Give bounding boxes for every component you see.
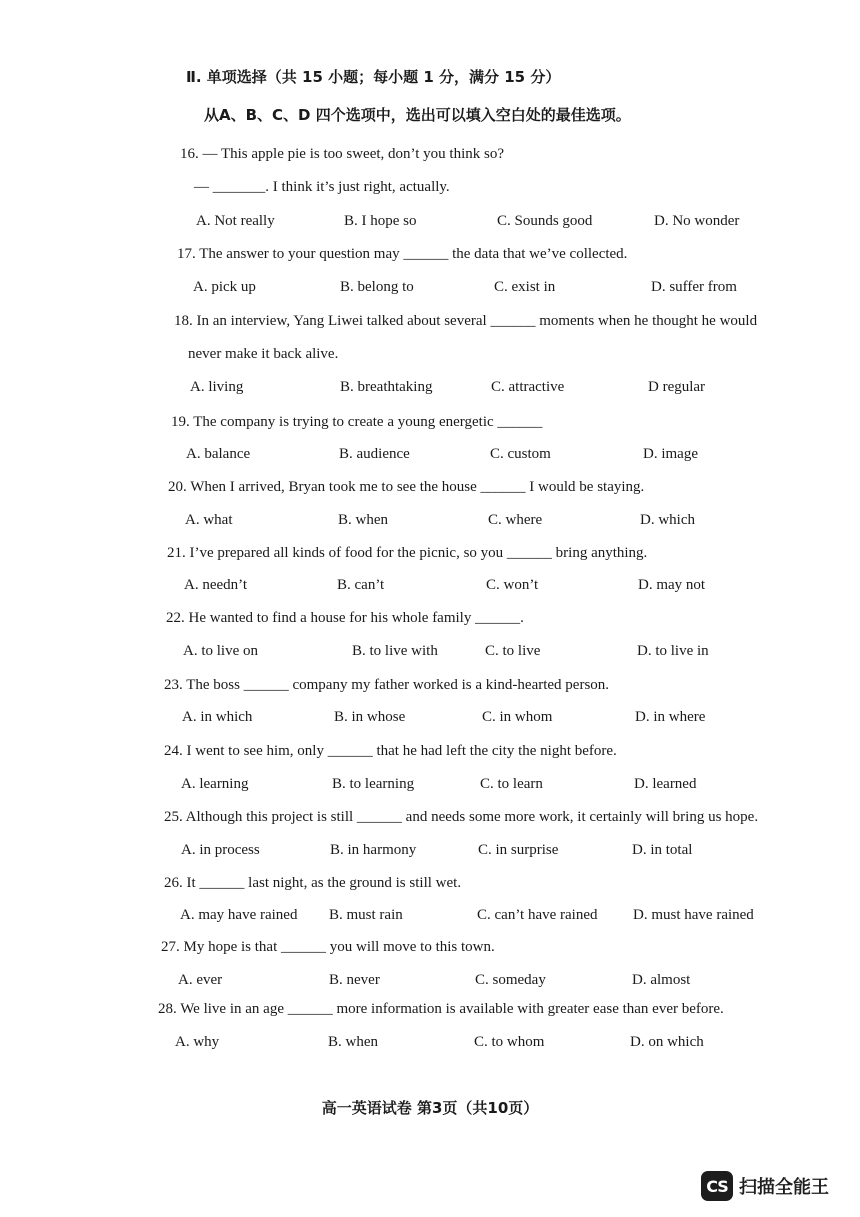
answer-option-b: B. belong to (340, 279, 414, 295)
answer-option-a: A. ever (178, 972, 223, 988)
question-stem: 22. He wanted to find a house for his whole family ______. (166, 610, 524, 626)
answer-option-c: C. can’t have rained (477, 907, 598, 923)
question-stem: 19. The company is trying to create a young energetic ______ (171, 414, 543, 430)
answer-option-a: A. pick up (193, 279, 256, 295)
answer-option-b: B. can’t (337, 577, 385, 593)
answer-option-c: C. won’t (486, 577, 539, 593)
answer-option-b: B. to live with (352, 643, 438, 659)
answer-option-c: C. someday (475, 972, 546, 988)
answer-option-a: A. living (190, 379, 244, 395)
answer-option-d: D. on which (630, 1034, 704, 1050)
answer-option-c: C. to whom (474, 1034, 545, 1050)
answer-option-d: D. to live in (637, 643, 709, 659)
answer-option-b: B. breathtaking (340, 379, 433, 395)
answer-option-a: A. learning (181, 776, 249, 792)
question-stem: 24. I went to see him, only ______ that he had left the city the night before. (164, 743, 617, 759)
answer-option-c: C. Sounds good (497, 213, 593, 229)
answer-option-a: A. in which (182, 709, 253, 725)
answer-option-a: A. Not really (196, 213, 275, 229)
question-stem: 16. — This apple pie is too sweet, don’t you think so? (180, 146, 505, 162)
answer-option-c: C. to learn (480, 776, 543, 792)
answer-option-d: D. No wonder (654, 213, 740, 229)
section-instruction: 从A、B、C、D 四个选项中，选出可以填入空白处的最佳选项。 (204, 106, 631, 124)
question-stem: 21. I’ve prepared all kinds of food for the picnic, so you ______ bring anything. (167, 545, 648, 561)
answer-option-b: B. audience (339, 446, 410, 462)
answer-option-d: D. in where (635, 709, 706, 725)
question-stem: 18. In an interview, Yang Liwei talked about several ______ moments when he thought he would (174, 313, 758, 329)
answer-option-d: D. image (643, 446, 698, 462)
answer-option-a: A. balance (186, 446, 251, 462)
answer-option-b: B. I hope so (344, 213, 417, 229)
answer-option-d: D. suffer from (651, 279, 737, 295)
answer-option-a: A. to live on (183, 643, 258, 659)
answer-option-c: C. where (488, 512, 543, 528)
answer-option-d: D regular (648, 379, 706, 395)
answer-option-b: B. in whose (334, 709, 406, 725)
answer-option-d: D. must have rained (633, 907, 754, 923)
answer-option-b: B. must rain (329, 907, 403, 923)
answer-option-c: C. custom (490, 446, 551, 462)
answer-option-b: B. to learning (332, 776, 415, 792)
question-stem-continued: never make it back alive. (188, 346, 339, 362)
answer-option-a: A. why (175, 1034, 220, 1050)
question-stem: 26. It ______ last night, as the ground is still wet. (164, 875, 462, 891)
answer-option-d: D. which (640, 512, 695, 528)
answer-option-a: A. what (185, 512, 233, 528)
watermark-text: 扫描全能王 (739, 1177, 829, 1198)
question-stem: 25. Although this project is still ______ and needs some more work, it certainly will bring us hope. (164, 809, 759, 825)
section-title: Ⅱ. 单项选择（共 15 小题；每小题 1 分，满分 15 分） (186, 68, 561, 86)
answer-option-b: B. in harmony (330, 842, 417, 858)
answer-option-b: B. when (328, 1034, 378, 1050)
answer-option-c: C. in whom (482, 709, 553, 725)
answer-option-c: C. in surprise (478, 842, 559, 858)
answer-option-d: D. in total (632, 842, 693, 858)
question-stem-continued: — _______. I think it’s just right, actually. (194, 179, 450, 195)
answer-option-b: B. when (338, 512, 388, 528)
page-footer: 高一英语试卷 第3页（共10页） (321, 1099, 539, 1117)
answer-option-a: A. in process (181, 842, 260, 858)
answer-option-d: D. almost (632, 972, 691, 988)
answer-option-b: B. never (329, 972, 380, 988)
answer-option-c: C. attractive (491, 379, 565, 395)
answer-option-a: A. needn’t (184, 577, 248, 593)
answer-option-d: D. may not (638, 577, 706, 593)
question-stem: 17. The answer to your question may ______ the data that we’ve collected. (177, 246, 628, 262)
question-stem: 27. My hope is that ______ you will move to this town. (161, 939, 495, 955)
question-stem: 28. We live in an age ______ more information is available with greater ease than ever before. (158, 1001, 724, 1017)
answer-option-d: D. learned (634, 776, 697, 792)
answer-option-a: A. may have rained (180, 907, 298, 923)
camscanner-logo-icon: CS (701, 1171, 733, 1201)
question-stem: 20. When I arrived, Bryan took me to see the house ______ I would be staying. (168, 479, 645, 495)
camscanner-watermark (701, 1171, 829, 1201)
answer-option-c: C. exist in (494, 279, 556, 295)
question-stem: 23. The boss ______ company my father worked is a kind-hearted person. (164, 677, 610, 693)
answer-option-c: C. to live (485, 643, 541, 659)
